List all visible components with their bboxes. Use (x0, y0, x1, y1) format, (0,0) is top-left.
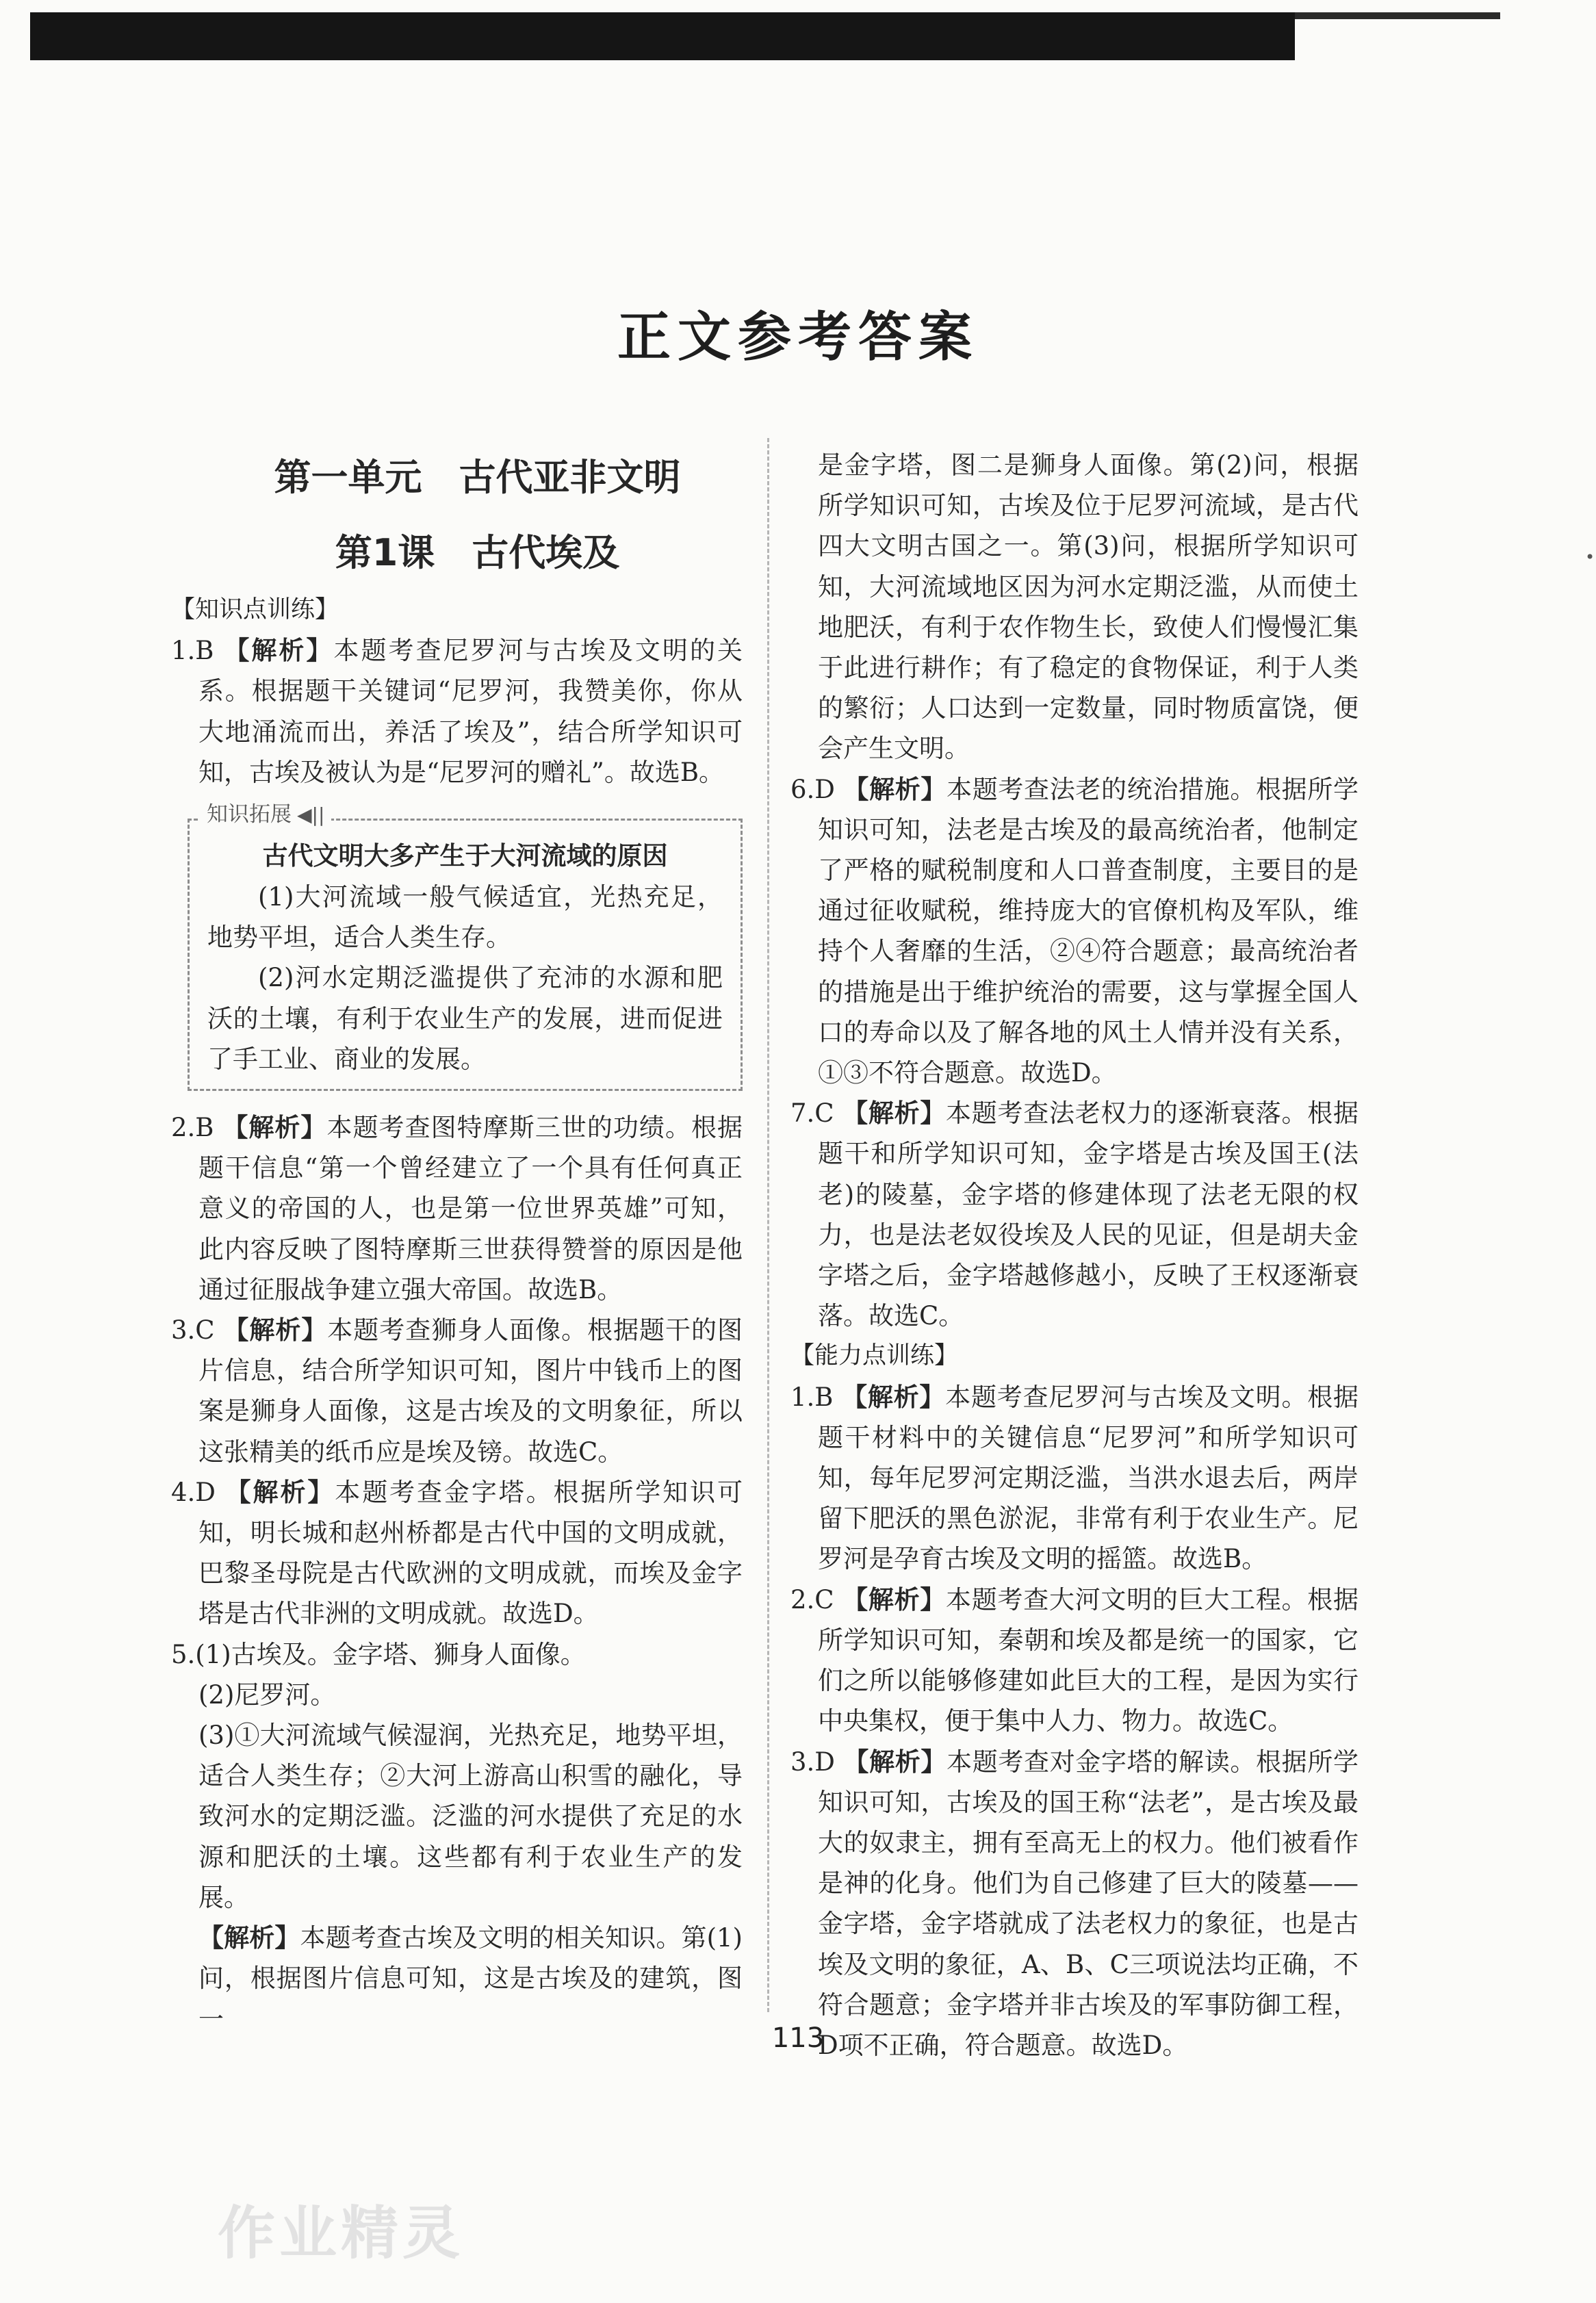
extension-paragraph: (1)大河流域一般气候适宜，光热充足，地势平坦，适合人类生存。 (207, 882, 723, 953)
answer-text: 本题考查金字塔。根据所学知识可知，明长城和赵州桥都是古代中国的文明成就，巴黎圣母院是古代欧洲的文明成就，而埃及金字塔是古代非洲的文明成就。故选D。 (198, 1477, 743, 1629)
analysis-tag: 【解析】 (843, 774, 947, 804)
answer-item (171, 1310, 743, 1472)
answer-number: 2.C (790, 1584, 834, 1614)
extension-title: 古代文明大多产生于大河流域的原因 (262, 841, 668, 871)
extension-label (200, 801, 331, 829)
analysis-tag: 【解析】 (842, 1584, 947, 1614)
left-column (171, 445, 743, 2040)
answer-item: 5.(1)古埃及。金字塔、狮身人面像。 (171, 1639, 586, 1669)
answer-item (790, 1580, 1359, 1742)
answer-item (171, 630, 743, 793)
answer-text: 本题考查尼罗河与古埃及文明的关系。根据题干关键词“尼罗河，我赞美你，你从大地涌流而出，养活了埃及”，结合所学知识可知，古埃及被认为是“尼罗河的赠礼”。故选B。 (198, 636, 743, 787)
answer-text: 本题考查法老的统治措施。根据所学知识可知，法老是古埃及的最高统治者，他制定了严格的赋税制度和人口普查制度，主要目的是通过征收赋税，维持庞大的官僚机构及军队，维持个人奢靡的生活，②④符合题意；最高统治者的措施是出于维护统治的需要，这与掌握全国人口的寿命以及了解各地的风土人情并没有关系，①③不符合题意。故选D。 (818, 774, 1359, 1088)
answer-text: 本题考查大河文明的巨大工程。根据所学知识可知，秦朝和埃及都是统一的国家，它们之所以能够修建如此巨大的工程，是因为实行中央集权，便于集中人力、物力。故选C。 (818, 1584, 1359, 1736)
answer-number: 7.C (790, 1098, 834, 1129)
analysis-tag: 【解析】 (222, 1113, 327, 1143)
watermark: 作业精灵 (218, 2200, 465, 2267)
answer-continuation: 是金字塔，图二是狮身人面像。第(2)问，根据所学知识可知，古埃及位于尼罗河流域，是古代四大文明古国之一。第(3)问，根据所学知识可知，大河流域地区因为河水定期泛滥，从而使土地肥沃，有利于农作物生长，致使人们慢慢汇集于此进行耕作；有了稳定的食物保证，利于人类的繁衍；人口达到一定数量，同时物质富饶，便会产生文明。 (818, 450, 1359, 764)
page-title: 正文参考答案 (617, 307, 979, 368)
analysis-tag: 【解析】 (842, 1098, 947, 1129)
answer-text: 本题考查图特摩斯三世的功绩。根据题干信息“第一个曾经建立了一个具有任何真正意义的帝国的人，也是第一位世界英雄”可知，此内容反映了图特摩斯三世获得赞誉的原因是他通过征服战争建立强大帝国。故选B。 (198, 1113, 743, 1304)
analysis-tag: 【解析】 (198, 1923, 300, 1953)
extension-paragraph: (2)河水定期泛滥提供了充沛的水源和肥沃的土壤，有利于农业生产的发展，进而促进了手工业、商业的发展。 (207, 963, 723, 1074)
answer-number: 2.B (171, 1113, 214, 1143)
section-knowledge-training: 【知识点训练】 (171, 596, 339, 623)
page-number: 113 (771, 2022, 825, 2054)
extension-box (188, 819, 743, 1091)
answer-text: 本题考查狮身人面像。根据题干的图片信息，结合所学知识可知，图片中钱币上的图案是狮身人面像，这是古埃及的文明象征，所以这张精美的纸币应是埃及镑。故选C。 (198, 1315, 743, 1467)
analysis-tag: 【解析】 (225, 1477, 335, 1507)
answer-text: 本题考查对金字塔的解读。根据所学知识可知，古埃及的国王称“法老”，是古埃及最大的奴隶主，拥有至高无上的权力。他们被看作是神的化身。他们为自己修建了巨大的陵墓——金字塔，金字塔就成了法老权力的象征，也是古埃及文明的象征，A、B、C三项说法均正确，不符合题意；金字塔并非古埃及的军事防御工程，D项不正确，符合题意。故选D。 (818, 1747, 1359, 2060)
answer-number: 4.D (171, 1477, 216, 1507)
top-scan-bar-tail (1295, 12, 1500, 19)
analysis-tag: 【解析】 (842, 1382, 946, 1412)
answer-number: 6.D (790, 774, 835, 804)
analysis-tag: 【解析】 (223, 1315, 328, 1346)
edge-mark: • (1585, 548, 1595, 567)
answer-analysis (171, 1918, 743, 2040)
answer-number: 1.B (171, 636, 214, 666)
answer-number: 3.D (790, 1747, 835, 1777)
column-divider (767, 438, 769, 2012)
answer-subpart: (3)①大河流域气候湿润，光热充足，地势平坦，适合人类生存；②大河上游高山积雪的融化，导致河水的定期泛滥。泛滥的河水提供了充足的水源和肥沃的土壤。这些都有利于农业生产的发展。 (198, 1721, 743, 1912)
knowledge-extension (188, 802, 743, 1091)
answer-text: 本题考查尼罗河与古埃及文明。根据题干材料中的关键信息“尼罗河”和所学知识可知，每年尼罗河定期泛滥，当洪水退去后，两岸留下肥沃的黑色淤泥，非常有利于农业生产。尼罗河是孕育古埃及文明的摇篮。故选B。 (818, 1382, 1359, 1574)
answer-number: 3.C (171, 1315, 215, 1346)
answer-text: 本题考查古埃及文明的相关知识。第(1)问，根据图片信息可知，这是古埃及的建筑，图一 (198, 1923, 743, 2034)
answer-item (790, 1742, 1359, 2066)
extension-label-text: 知识拓展 (207, 802, 292, 827)
unit-title: 第一单元 古代亚非文明 (274, 456, 681, 499)
analysis-tag: 【解析】 (224, 636, 334, 666)
answer-subpart: (2)尼罗河。 (198, 1680, 336, 1710)
answer-item (790, 1093, 1359, 1336)
right-column (790, 445, 1359, 2066)
answer-item (171, 1472, 743, 1634)
top-scan-bar (30, 12, 1295, 60)
analysis-tag: 【解析】 (843, 1747, 947, 1777)
answer-number: 1.B (790, 1382, 834, 1412)
answer-item (790, 769, 1359, 1094)
answer-item (171, 1107, 743, 1310)
speaker-icon: ◀|| (297, 803, 325, 827)
section-ability-training: 【能力点训练】 (790, 1342, 959, 1370)
lesson-title: 第1课 古代埃及 (335, 531, 620, 574)
answer-text: 本题考查法老权力的逐渐衰落。根据题干和所学知识可知，金字塔是古埃及国王(法老)的陵墓，金字塔的修建体现了法老无限的权力，也是法老奴役埃及人民的见证，但是胡夫金字塔之后，金字塔越修越小，反映了王权逐渐衰落。故选C。 (818, 1098, 1359, 1331)
answer-item (790, 1377, 1359, 1580)
